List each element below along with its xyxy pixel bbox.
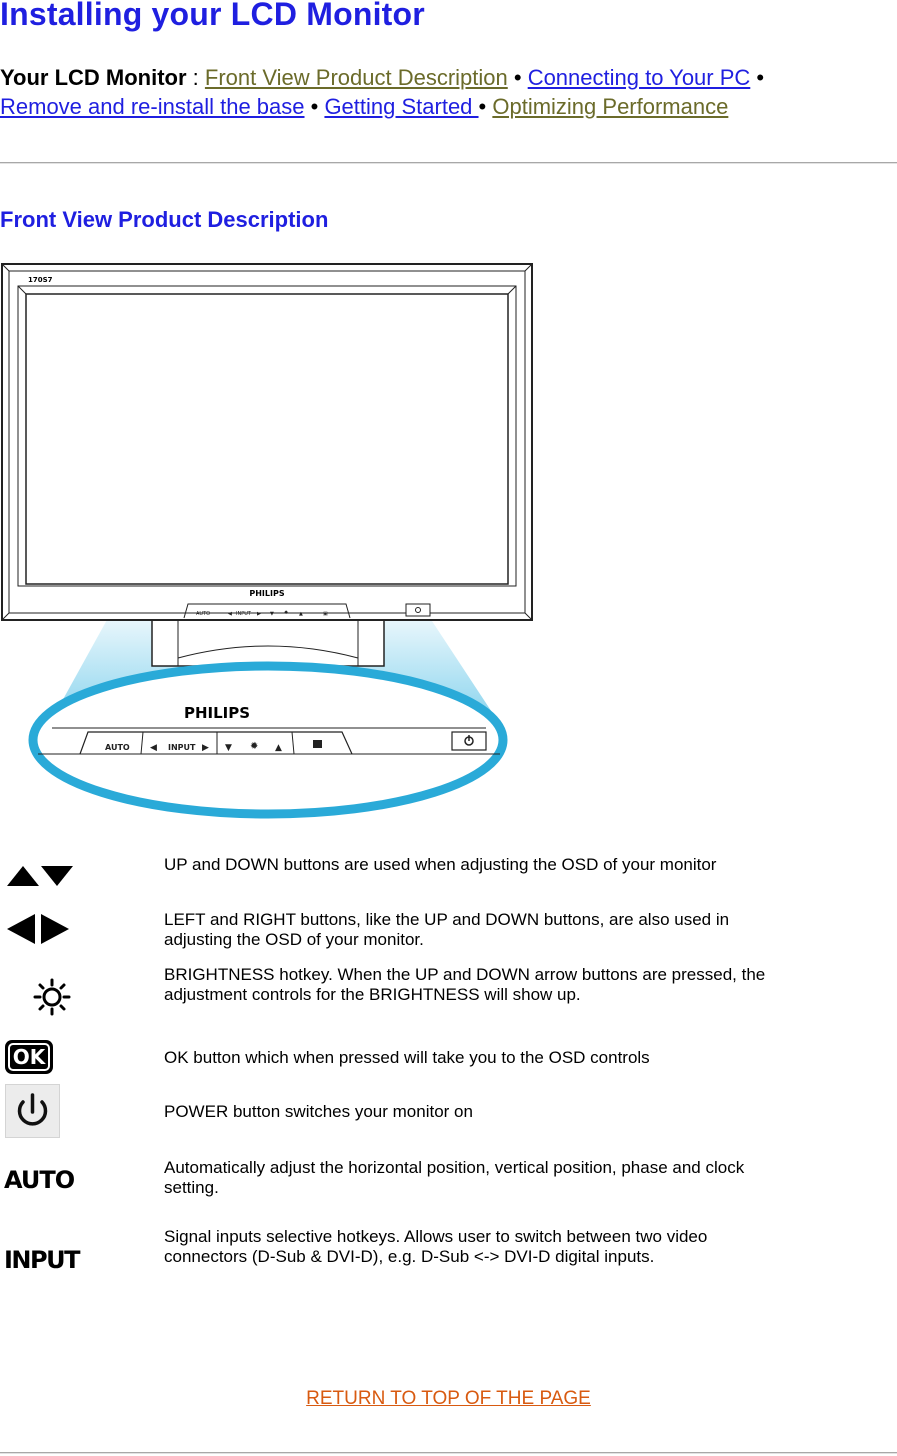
model-label: 170S7 <box>28 276 53 284</box>
zoom-auto-label: AUTO <box>105 743 130 752</box>
monitor-front-view-illustration <box>0 262 536 822</box>
ok-icon-label: OK <box>8 1043 50 1071</box>
feature-text-up-down: UP and DOWN buttons are used when adjusting the OSD of your monitor <box>164 855 717 874</box>
feature-text-ok: OK button which when pressed will take you to the OSD controls <box>164 1048 650 1067</box>
page-title: Installing your LCD Monitor <box>0 0 425 32</box>
svg-text:▼: ▼ <box>225 743 232 753</box>
svg-text:◀: ◀ <box>150 743 157 753</box>
nav-bullet: • <box>507 65 528 90</box>
feature-text-power: POWER button switches your monitor on <box>164 1102 473 1121</box>
link-connecting-pc[interactable]: Connecting to Your PC <box>527 65 751 90</box>
zoom-input-label: INPUT <box>168 743 196 752</box>
svg-text:INPUT: INPUT <box>236 611 251 617</box>
left-right-arrows-icon <box>5 912 71 946</box>
svg-text:✹: ✹ <box>250 741 259 752</box>
svg-text:◀: ◀ <box>228 611 232 617</box>
breadcrumb-nav <box>0 63 895 121</box>
link-front-view[interactable]: Front View Product Description <box>204 65 508 90</box>
auto-icon: AUTO <box>4 1166 75 1194</box>
svg-text:✹: ✹ <box>284 610 289 616</box>
link-remove-base[interactable]: Remove and re-install the base <box>0 94 305 119</box>
nav-bullet: • <box>478 94 493 119</box>
power-icon <box>5 1084 60 1138</box>
feature-text-auto: Automatically adjust the horizontal position, vertical position, phase and clock setting. <box>164 1158 745 1197</box>
bottom-divider <box>0 1452 897 1454</box>
nav-separator: : <box>186 65 205 90</box>
monitor-screen <box>26 294 508 584</box>
svg-text:▶: ▶ <box>257 611 261 617</box>
section-title: Front View Product Description <box>0 207 329 232</box>
brightness-icon <box>32 978 72 1016</box>
nav-bullet: • <box>750 65 765 90</box>
divider <box>0 162 897 164</box>
svg-text:▼: ▼ <box>270 611 274 617</box>
return-to-top-link[interactable]: RETURN TO TOP OF THE PAGE <box>306 1388 591 1409</box>
brand-logo-zoomed: PHILIPS <box>183 704 251 722</box>
nav-bullet: • <box>304 94 325 119</box>
brand-logo-small: PHILIPS <box>249 589 285 598</box>
svg-text:▣: ▣ <box>323 611 328 617</box>
svg-text:AUTO: AUTO <box>196 611 211 617</box>
return-to-top-container <box>0 1388 897 1410</box>
svg-text:▲: ▲ <box>275 743 282 753</box>
zoom-ellipse <box>33 666 503 814</box>
link-optimizing[interactable]: Optimizing Performance <box>492 94 729 119</box>
feature-text-input: Signal inputs selective hotkeys. Allows user to switch between two video connectors (D-Sub & DVI-D), e.g. D-Sub <-> DVI-D digital inputs. <box>164 1227 708 1266</box>
feature-text-brightness: BRIGHTNESS hotkey. When the UP and DOWN arrow buttons are pressed, the adjustment controls for the BRIGHTNESS will show up. <box>164 965 766 1004</box>
input-icon: INPUT <box>4 1246 79 1274</box>
svg-text:▶: ▶ <box>202 743 209 753</box>
up-down-arrows-icon <box>5 864 75 888</box>
ok-icon <box>5 1040 53 1074</box>
svg-text:▲: ▲ <box>299 611 303 617</box>
monitor-stand <box>152 618 384 666</box>
link-getting-started[interactable]: Getting Started <box>324 94 479 119</box>
nav-lead: Your LCD Monitor <box>0 65 187 90</box>
feature-text-left-right: LEFT and RIGHT buttons, like the UP and DOWN buttons, are also used in adjusting the OSD of your monitor. <box>164 910 730 949</box>
